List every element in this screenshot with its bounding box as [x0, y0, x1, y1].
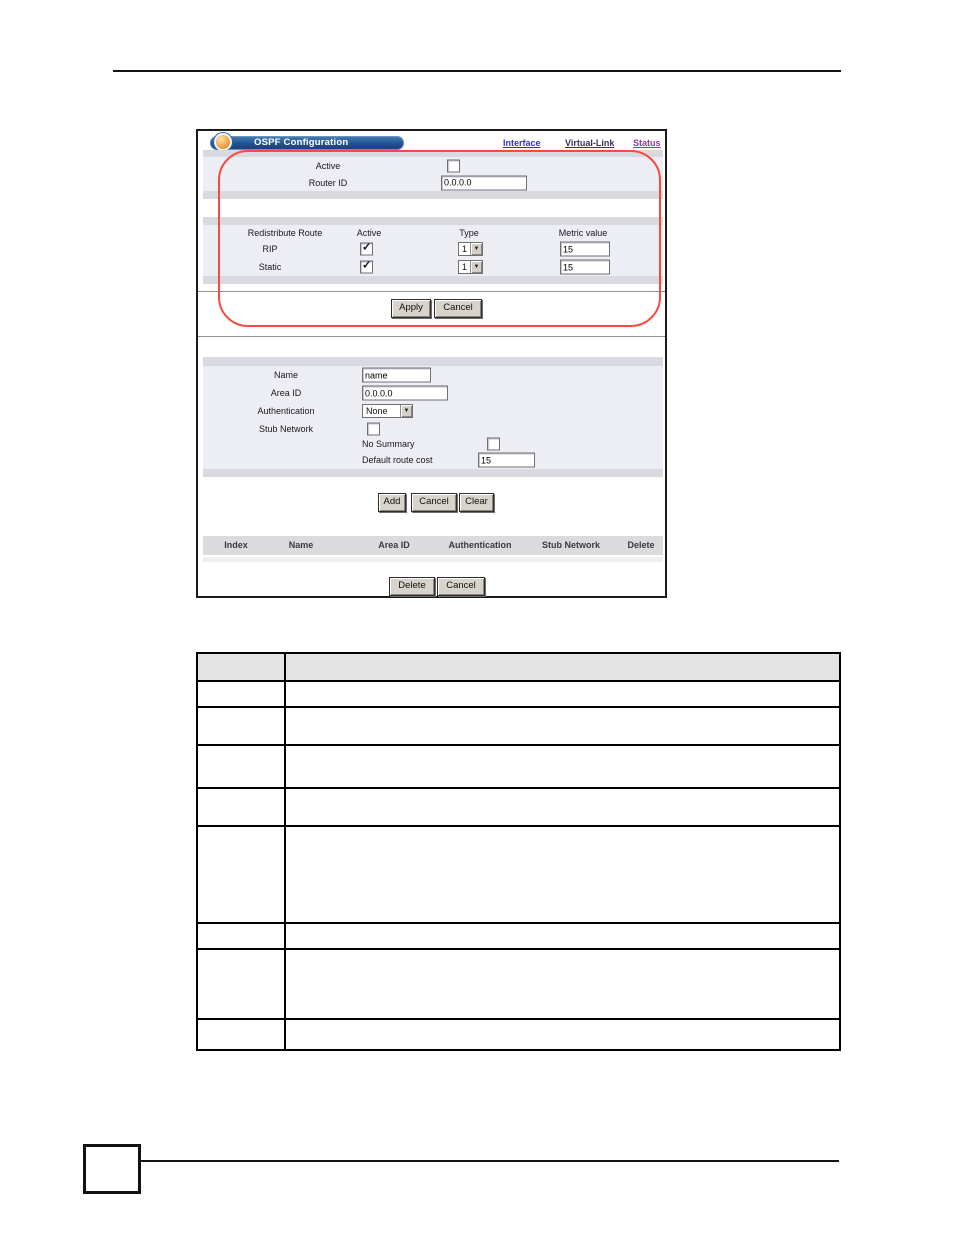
table-row [197, 949, 840, 1019]
page-number-box [83, 1144, 141, 1194]
header-cell-label [197, 653, 285, 681]
router-id-label: Router ID [308, 177, 348, 188]
table-row [197, 707, 840, 745]
nav-link-virtual-link[interactable]: Virtual-Link [565, 138, 615, 148]
cell-description [285, 826, 840, 923]
table-row [197, 1019, 840, 1050]
add-button[interactable]: Add [378, 493, 406, 512]
cancel-button-mid[interactable]: Cancel [411, 493, 457, 512]
table-row [197, 681, 840, 707]
col-area-id: Area ID [378, 540, 410, 550]
table-row [197, 788, 840, 826]
authentication-value: None [366, 406, 388, 416]
authentication-select[interactable] [362, 404, 413, 418]
cancel-button-bottom[interactable]: Cancel [437, 577, 485, 596]
default-route-cost-input[interactable] [478, 453, 535, 468]
rip-row [203, 240, 663, 259]
stub-network-label: Stub Network [258, 423, 314, 434]
static-type-select[interactable] [458, 260, 483, 274]
active-label: Active [315, 160, 341, 171]
cell-label [197, 788, 285, 826]
cancel-button-top[interactable]: Cancel [434, 299, 482, 318]
cell-label [197, 745, 285, 788]
nav-link-interface[interactable]: Interface [503, 138, 541, 148]
table-row [197, 745, 840, 788]
cell-description [285, 923, 840, 949]
cell-label [197, 1019, 285, 1050]
static-type-value: 1 [462, 262, 468, 272]
cell-label [197, 949, 285, 1019]
static-row [203, 258, 663, 277]
area-id-row [203, 384, 663, 403]
static-metric-input[interactable] [560, 260, 610, 275]
summary-table-header [203, 536, 663, 555]
col-delete: Delete [627, 540, 655, 550]
section-band [203, 469, 663, 477]
table-header-row [197, 653, 840, 681]
delete-button[interactable]: Delete [389, 577, 435, 596]
orange-ball-icon [214, 133, 232, 151]
rip-metric-input[interactable] [560, 242, 610, 257]
name-row [203, 366, 663, 385]
cell-description [285, 1019, 840, 1050]
cell-label [197, 923, 285, 949]
col-authentication: Authentication [448, 540, 512, 550]
authentication-label: Authentication [257, 406, 315, 416]
no-summary-checkbox[interactable] [487, 438, 500, 451]
divider-line [198, 291, 665, 292]
name-label: Name [273, 370, 298, 380]
table-row [197, 826, 840, 923]
cell-description [285, 681, 840, 707]
active-checkbox[interactable] [447, 159, 460, 172]
default-route-cost-row [203, 451, 663, 470]
authentication-row [203, 402, 663, 421]
stub-network-checkbox[interactable] [367, 422, 380, 435]
router-id-input[interactable] [441, 175, 527, 190]
rip-type-select[interactable] [458, 242, 483, 256]
title-bar [210, 136, 404, 150]
stub-network-row [203, 420, 663, 438]
nav-link-status[interactable]: Status [633, 138, 661, 148]
clear-button[interactable]: Clear [459, 493, 494, 512]
active-row [203, 157, 663, 175]
header-cell-description [285, 653, 840, 681]
no-summary-row [203, 437, 663, 452]
description-table [196, 652, 841, 1051]
col-name: Name [288, 540, 314, 550]
section-band [203, 191, 663, 199]
apply-button[interactable]: Apply [391, 299, 431, 318]
active-header: Active [356, 227, 382, 238]
ospf-configuration-screenshot [196, 129, 667, 598]
metric-value-header: Metric value [558, 227, 608, 238]
rip-active-checkbox[interactable] [360, 243, 373, 256]
table-row [197, 923, 840, 949]
section-band [203, 150, 663, 157]
col-stub-network: Stub Network [541, 540, 600, 550]
cell-label [197, 826, 285, 923]
cell-description [285, 707, 840, 745]
divider-line [198, 336, 665, 337]
cell-description [285, 949, 840, 1019]
router-id-row [203, 174, 663, 192]
static-active-checkbox[interactable] [360, 261, 373, 274]
no-summary-label: No Summary [362, 439, 415, 449]
section-band [203, 357, 663, 366]
cell-label [197, 681, 285, 707]
default-route-cost-label: Default route cost [362, 455, 433, 465]
type-header: Type [459, 227, 479, 238]
section-band [203, 276, 663, 284]
top-rule [113, 70, 841, 72]
footer-rule [141, 1160, 839, 1162]
static-label: Static [258, 262, 282, 272]
rip-label: RIP [262, 244, 278, 254]
redistribute-header-row [203, 225, 663, 241]
redistribute-route-header: Redistribute Route [247, 227, 323, 238]
area-id-label: Area ID [270, 388, 302, 398]
area-id-input[interactable] [362, 386, 448, 401]
page-title: OSPF Configuration [254, 137, 349, 148]
rip-type-value: 1 [462, 244, 468, 254]
cell-description [285, 788, 840, 826]
summary-table-empty-row [203, 557, 663, 562]
col-index: Index [224, 540, 248, 550]
cell-label [197, 707, 285, 745]
cell-description [285, 745, 840, 788]
section-band [203, 217, 663, 225]
name-input[interactable] [362, 368, 431, 383]
